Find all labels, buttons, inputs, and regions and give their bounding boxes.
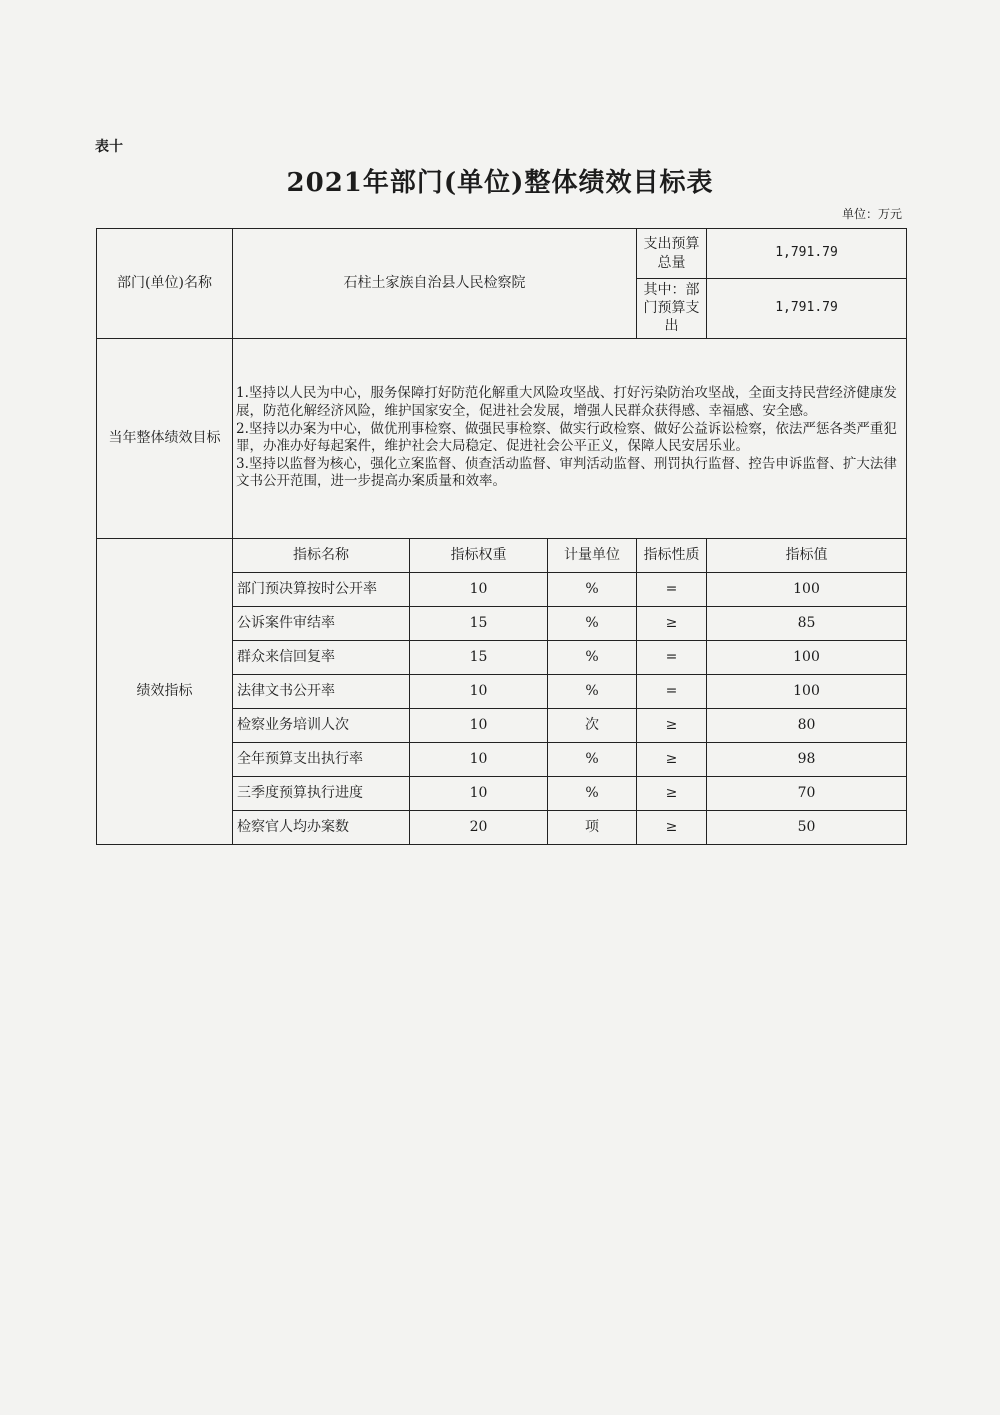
- indicator-weight: 10: [410, 776, 548, 810]
- indicator-value: 80: [707, 708, 907, 742]
- header-indicator-nature: 指标性质: [637, 538, 707, 572]
- header-indicator-weight: 指标权重: [410, 538, 548, 572]
- indicator-nature: ≥: [637, 742, 707, 776]
- indicator-nature: ≥: [637, 708, 707, 742]
- total-budget-label: 支出预算总量: [637, 229, 707, 279]
- indicator-name: 法律文书公开率: [233, 674, 410, 708]
- dept-name-label: 部门(单位)名称: [97, 229, 233, 339]
- indicator-name: 公诉案件审结率: [233, 606, 410, 640]
- indicator-nature: =: [637, 640, 707, 674]
- indicator-unit: %: [548, 640, 637, 674]
- goal-item: 2.坚持以办案为中心，做优刑事检察、做强民事检察、做实行政检察、做好公益诉讼检察，依法严惩各类严重犯罪，办准办好每起案件，维护社会大局稳定、促进社会公平正义，保障人民安居乐业。: [236, 420, 897, 455]
- indicator-value: 85: [707, 606, 907, 640]
- indicator-weight: 20: [410, 810, 548, 844]
- goal-item: 3.坚持以监督为核心，强化立案监督、侦查活动监督、审判活动监督、刑罚执行监督、控告申诉监督、扩大法律文书公开范围，进一步提高办案质量和效率。: [236, 455, 897, 490]
- indicator-nature: =: [637, 572, 707, 606]
- indicator-value: 100: [707, 640, 907, 674]
- indicator-unit: 项: [548, 810, 637, 844]
- indicator-weight: 10: [410, 674, 548, 708]
- indicator-nature: ≥: [637, 810, 707, 844]
- table-number: 表十: [95, 139, 123, 155]
- indicator-name: 三季度预算执行进度: [233, 776, 410, 810]
- indicator-unit: %: [548, 572, 637, 606]
- dept-budget-label: 其中：部门预算支出: [637, 279, 707, 339]
- indicator-value: 100: [707, 572, 907, 606]
- indicator-value: 98: [707, 742, 907, 776]
- unit-note: 单位：万元: [841, 207, 902, 221]
- total-budget-value: 1,791.79: [707, 229, 907, 279]
- indicator-nature: =: [637, 674, 707, 708]
- dept-budget-value: 1,791.79: [707, 279, 907, 339]
- goals-label: 当年整体绩效目标: [97, 338, 233, 538]
- indicator-unit: %: [548, 606, 637, 640]
- indicators-label: 绩效指标: [97, 538, 233, 844]
- header-indicator-unit: 计量单位: [548, 538, 637, 572]
- page-title: 2021年部门(单位)整体绩效目标表: [286, 168, 714, 198]
- indicator-name: 部门预决算按时公开率: [233, 572, 410, 606]
- header-indicator-name: 指标名称: [233, 538, 410, 572]
- indicator-weight: 10: [410, 742, 548, 776]
- goals-text: [233, 338, 907, 538]
- indicator-weight: 15: [410, 640, 548, 674]
- indicator-weight: 15: [410, 606, 548, 640]
- performance-table: [96, 228, 907, 845]
- indicator-nature: ≥: [637, 606, 707, 640]
- indicator-value: 50: [707, 810, 907, 844]
- indicator-weight: 10: [410, 708, 548, 742]
- indicator-unit: %: [548, 742, 637, 776]
- dept-name-value: 石柱土家族自治县人民检察院: [233, 229, 637, 339]
- indicator-unit: %: [548, 776, 637, 810]
- indicator-value: 100: [707, 674, 907, 708]
- indicator-unit: 次: [548, 708, 637, 742]
- indicator-name: 检察官人均办案数: [233, 810, 410, 844]
- goal-item: 1.坚持以人民为中心，服务保障打好防范化解重大风险攻坚战、打好污染防治攻坚战，全面支持民营经济健康发展，防范化解经济风险，维护国家安全，促进社会发展，增强人民群众获得感、幸福感、安全感。: [236, 385, 897, 419]
- indicator-weight: 10: [410, 572, 548, 606]
- indicator-name: 群众来信回复率: [233, 640, 410, 674]
- indicator-name: 检察业务培训人次: [233, 708, 410, 742]
- indicator-value: 70: [707, 776, 907, 810]
- header-indicator-value: 指标值: [707, 538, 907, 572]
- indicator-name: 全年预算支出执行率: [233, 742, 410, 776]
- indicator-unit: %: [548, 674, 637, 708]
- indicator-nature: ≥: [637, 776, 707, 810]
